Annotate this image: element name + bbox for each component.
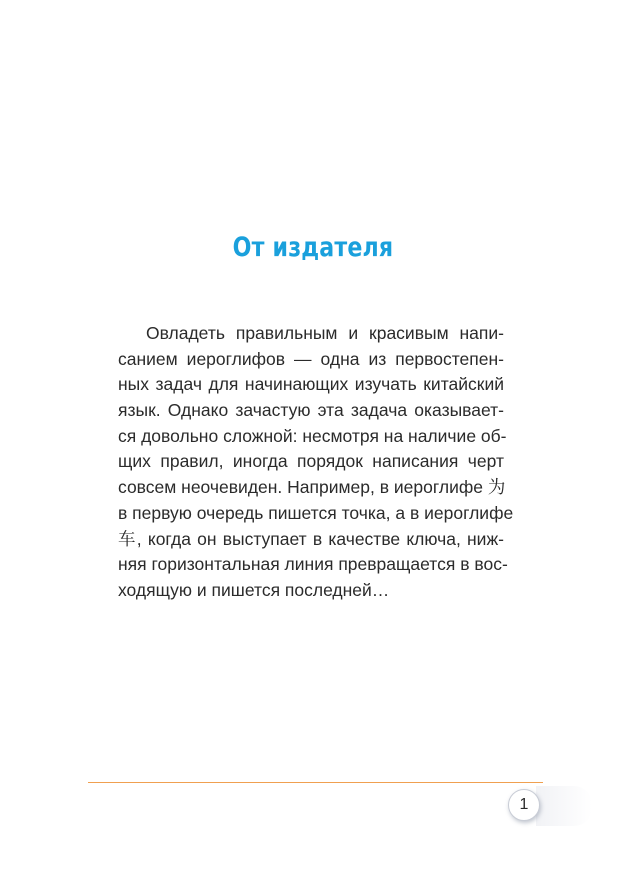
paragraph-line: щих правил, иногда порядок написания черт [118,451,504,472]
paragraph-line: няя горизонтальная линия превращается в вос- [118,554,508,575]
paragraph-line: ных задач для начинающих изучать китайский [118,374,504,395]
body-paragraph [118,321,514,604]
paragraph-line: ходящую и пишется последней… [118,579,390,600]
paragraph-line: ся довольно сложной: несмотря на наличие об- [118,425,507,446]
page-title: От издателя [232,232,394,264]
paragraph-line: в первую очередь пишется точка, а в иероглифе [118,502,514,523]
paragraph-line: 车, когда он выступает в качестве ключа, ниж- [118,528,504,549]
paragraph-line: Овладеть правильным и красивым напи- [146,323,504,343]
page-number-shadow [536,786,592,826]
paragraph-line: санием иероглифов — одна из первостепен- [118,348,504,369]
paragraph-line: совсем неочевиден. Например, в иероглифе 为 [118,477,506,498]
paragraph-line: язык. Однако зачастую эта задача оказывает- [118,400,504,421]
footer-divider [88,782,543,783]
page-number-badge: 1 [508,789,540,821]
